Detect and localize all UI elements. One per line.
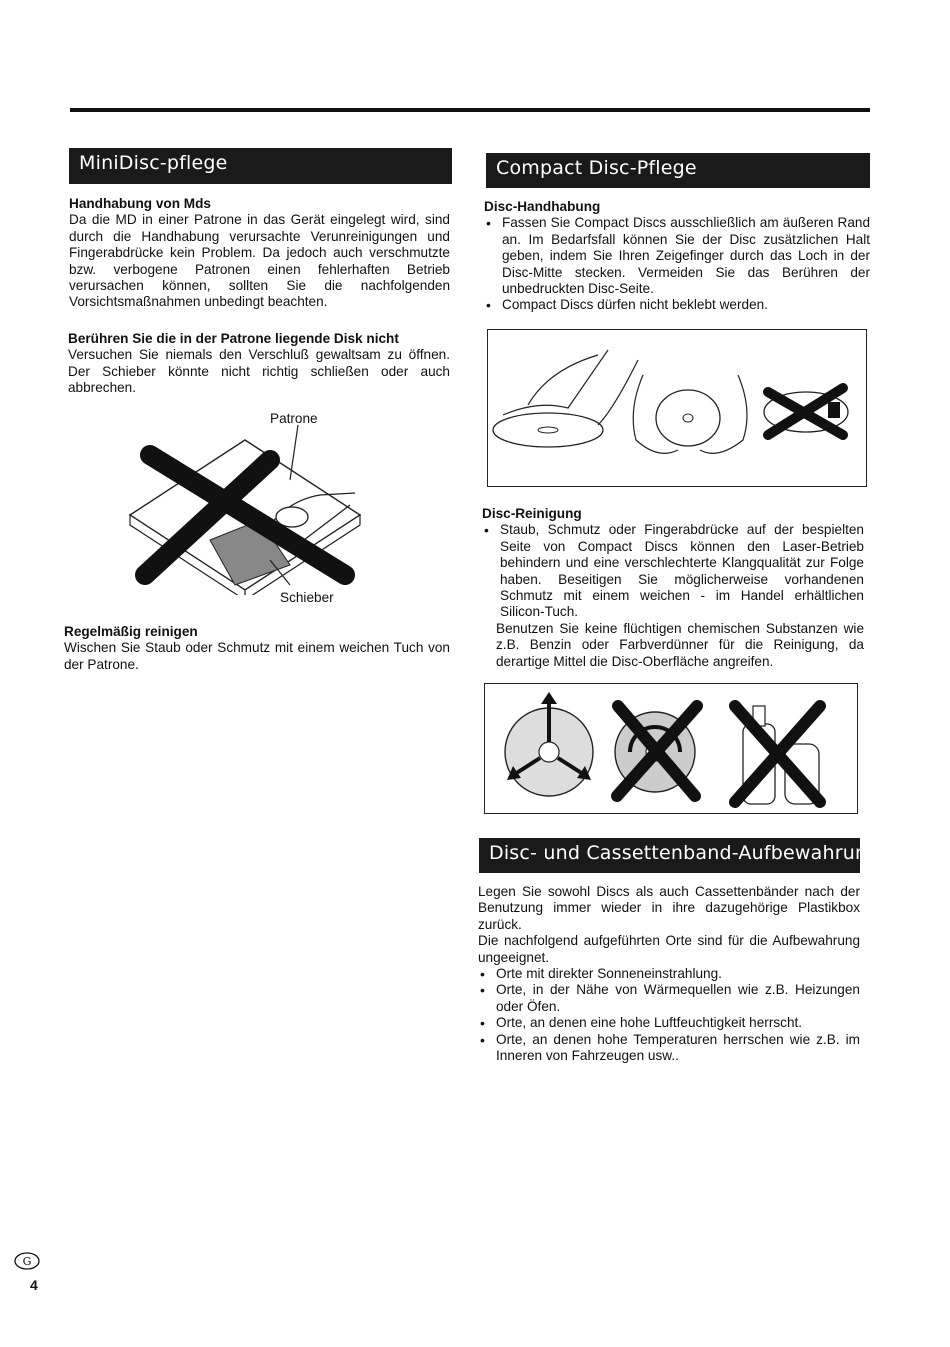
md-handling-section xyxy=(69,196,450,311)
md-clean-text: Wischen Sie Staub oder Schmutz mit einem weichen Tuch von der Patrone. xyxy=(64,640,450,672)
cd-cleaning-section xyxy=(482,506,864,670)
storage-intro: Legen Sie sowohl Discs als auch Cassettenbänder nach der Benutzung immer wieder in ihre dazugehörige Plastikbox zurück. xyxy=(478,884,860,932)
cd-handling-item: • Compact Discs dürfen nicht beklebt werden. xyxy=(484,297,870,313)
cd-cleaning-illustration xyxy=(485,684,857,813)
storage-item: • Orte, in der Nähe von Wärmequellen wie z.B. Heizungen oder Öfen. xyxy=(478,982,860,1015)
cd-cleaning-note: Benutzen Sie keine flüchtigen chemischen Substanzen wie z.B. Benzin oder Farbverdünner für die Reinigung, da derartige Mittel die Disc-Oberfläche angreifen. xyxy=(496,620,864,669)
page-number: 4 xyxy=(30,1277,38,1293)
md-clean-section xyxy=(64,624,450,673)
cd-care-banner: Compact Disc-Pflege xyxy=(486,153,870,188)
minidisc-cartridge-illustration xyxy=(120,425,380,595)
cd-cleaning-figure xyxy=(484,683,858,814)
cd-cleaning-heading: Disc-Reinigung xyxy=(482,506,582,521)
label-patrone: Patrone xyxy=(270,411,318,426)
language-mark-icon xyxy=(14,1252,40,1270)
md-touch-text: Versuchen Sie niemals den Verschluß gewaltsam zu öffnen. Der Schieber könnte nicht richtig schließen oder auch abbrechen. xyxy=(68,347,450,396)
cd-handling-figure xyxy=(487,329,867,487)
md-handling-heading: Handhabung von Mds xyxy=(69,196,211,211)
storage-intro-2: Die nachfolgend aufgeführten Orte sind für die Aufbewahrung ungeeignet. xyxy=(478,933,860,965)
md-clean-heading: Regelmäßig reinigen xyxy=(64,624,198,639)
cd-handling-heading: Disc-Handhabung xyxy=(484,199,601,214)
minidisc-care-banner: MiniDisc-pflege xyxy=(69,148,452,184)
storage-item: • Orte, an denen hohe Temperaturen herrschen wie z.B. im Inneren von Fahrzeugen usw.. xyxy=(478,1032,860,1065)
cd-handling-illustration xyxy=(488,330,866,486)
storage-item: • Orte, an denen eine hohe Luftfeuchtigkeit herrscht. xyxy=(478,1015,860,1031)
label-schieber: Schieber xyxy=(280,590,334,605)
language-mark-letter: G xyxy=(22,1255,32,1268)
storage-section xyxy=(478,884,860,1064)
md-handling-text: Da die MD in einer Patrone in das Gerät eingelegt wird, sind durch die Handhabung verursachte Verunreinigungen und Fingerabdrücke kein Problem. Da jedoch auch verschmutzte bzw. verbogene Patronen einen fehlerhaften Betrieb verursachen können, sollten Sie die nachfolgenden Vorsichtsmaßnahmen unbedingt beachten. xyxy=(69,212,450,310)
storage-item: • Orte mit direkter Sonneneinstrahlung. xyxy=(478,966,860,982)
md-touch-heading: Berühren Sie die in der Patrone liegende Disk nicht xyxy=(68,331,399,346)
top-rule xyxy=(70,108,870,112)
cd-cleaning-item: • Staub, Schmutz oder Fingerabdrücke auf der bespielten Seite von Compact Discs können den Laser-Betrieb behindern und eine verschlechterte Klangqualität zur Folge haben. Beseitigen Sie möglicherweise vorhandenen Schmutz mit einem weichen - im Handel erhältlichen Silicon-Tuch. xyxy=(482,522,864,620)
cd-handling-section xyxy=(484,199,870,314)
md-touch-section xyxy=(68,331,450,397)
storage-banner: Disc- und Cassettenband-Aufbewahrung xyxy=(479,838,860,873)
cd-handling-item: • Fassen Sie Compact Discs ausschließlich am äußeren Rand an. Im Bedarfsfall können Sie der Disc zusätzlichen Halt geben, indem Sie Ihren Zeigefinger durch das Loch in der Disc-Mitte stecken. Vermeiden Sie das Berühren der unbedruckten Disc-Seite. xyxy=(484,215,870,297)
